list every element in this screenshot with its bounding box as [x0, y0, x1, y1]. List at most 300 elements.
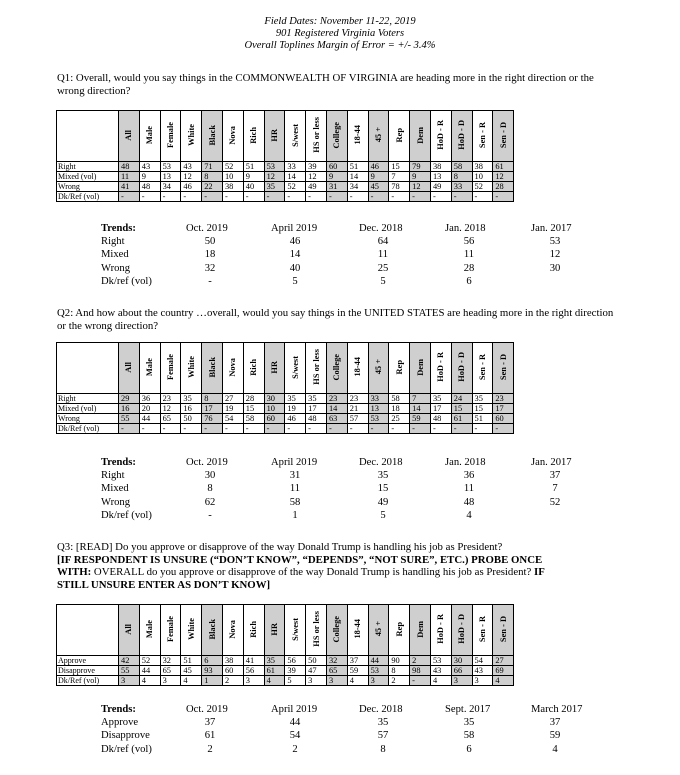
table-cell: 48	[306, 414, 327, 424]
table-cell: -	[451, 192, 472, 202]
table-cell: 10	[222, 172, 243, 182]
column-header-label: Rep	[394, 127, 404, 143]
column-header-label: HR	[269, 128, 279, 142]
row-label: Dk/Ref (vol)	[57, 676, 119, 686]
table-cell: 8	[389, 666, 410, 676]
q3-unsure-instruction: STILL UNSURE ENTER AS DON’T KNOW]	[57, 578, 271, 591]
trend-value: 8	[380, 743, 386, 755]
table-cell: 42	[119, 656, 140, 666]
column-header-label: Dem	[415, 126, 425, 144]
table-cell: 8	[451, 172, 472, 182]
table-cell: 4	[430, 676, 451, 686]
table-cell: 3	[368, 676, 389, 686]
trend-column-date: Jan. 2017	[531, 457, 572, 468]
table-cell: 51	[243, 162, 264, 172]
trend-value: 49	[377, 496, 389, 508]
trend-value: 52	[549, 496, 561, 508]
table-cell: 61	[264, 666, 285, 676]
table-cell: 48	[119, 162, 140, 172]
table-cell: 45	[181, 666, 202, 676]
trend-label: Wrong	[101, 262, 130, 274]
table-cell: 9	[410, 172, 431, 182]
column-header	[264, 111, 285, 162]
table-cell: 35	[472, 394, 493, 404]
table-cell: -	[368, 424, 389, 434]
table-cell: 44	[139, 666, 160, 676]
trend-value: 1	[292, 509, 298, 521]
column-header	[472, 343, 493, 394]
table-cell: 9	[139, 172, 160, 182]
table-cell: 52	[139, 656, 160, 666]
trend-label: Disapprove	[101, 730, 150, 742]
column-header	[160, 605, 181, 656]
table-cell: 34	[160, 182, 181, 192]
table-cell: 51	[472, 414, 493, 424]
trend-value	[531, 275, 579, 288]
table-cell: 53	[430, 656, 451, 666]
column-header-label: Sen - R	[477, 121, 487, 149]
trend-column	[359, 456, 407, 522]
table-cell: 10	[264, 404, 285, 414]
trend-label: Dk/ref (vol)	[101, 509, 152, 521]
trend-value: 12	[549, 249, 561, 261]
column-header-label: 45 +	[373, 359, 383, 375]
column-header	[306, 343, 327, 394]
table-cell: 1	[202, 676, 223, 686]
trend-value: 2	[207, 743, 213, 755]
table-row	[57, 656, 514, 666]
row-label: Dk/Ref (vol)	[57, 424, 119, 434]
column-header-label: Sen - D	[498, 121, 508, 149]
trend-value: 4	[552, 743, 558, 755]
table-cell: 2	[222, 676, 243, 686]
table-cell: -	[202, 424, 223, 434]
table-cell: 12	[160, 404, 181, 414]
table-cell: 31	[326, 182, 347, 192]
table-cell: 58	[243, 414, 264, 424]
column-header-label: Nova	[228, 357, 238, 377]
trend-value: 64	[377, 236, 389, 248]
column-header	[430, 605, 451, 656]
trend-column-date: Jan. 2017	[531, 223, 572, 234]
row-label: Right	[57, 394, 119, 404]
column-header	[451, 343, 472, 394]
column-header-label: S/west	[290, 123, 300, 147]
trend-column	[186, 456, 234, 522]
column-header	[160, 111, 181, 162]
column-header-label: Sen - R	[477, 615, 487, 643]
column-header-label: Male	[145, 357, 155, 377]
column-header	[347, 111, 368, 162]
table-cell: 33	[368, 394, 389, 404]
column-header	[472, 605, 493, 656]
trend-column	[445, 703, 493, 756]
table-cell: 51	[347, 162, 368, 172]
table-cell: -	[493, 192, 514, 202]
table-cell: 3	[119, 676, 140, 686]
trend-label: Right	[101, 470, 125, 482]
table-cell: 66	[451, 666, 472, 676]
row-label: Disapprove	[57, 666, 119, 676]
column-header	[181, 111, 202, 162]
table-cell: 11	[119, 172, 140, 182]
column-header-label: White	[186, 618, 196, 640]
row-label: Right	[57, 162, 119, 172]
table-cell: 3	[306, 676, 327, 686]
column-header	[306, 111, 327, 162]
table-cell: 17	[306, 404, 327, 414]
column-header-label: Sen - D	[498, 615, 508, 643]
table-cell: 78	[389, 182, 410, 192]
column-header	[222, 605, 243, 656]
column-header-label: Female	[165, 121, 175, 149]
table-cell: 35	[264, 182, 285, 192]
table-cell: -	[119, 424, 140, 434]
column-header-label: Black	[207, 356, 217, 378]
trend-label: Wrong	[101, 496, 130, 508]
table-cell: 37	[347, 656, 368, 666]
trend-column-date: Dec. 2018	[359, 223, 403, 234]
column-header	[326, 343, 347, 394]
table-cell: -	[389, 424, 410, 434]
table-cell: 46	[368, 162, 389, 172]
table-cell: 79	[410, 162, 431, 172]
field-dates: Field Dates: November 11-22, 2019	[264, 16, 416, 27]
trend-value: 61	[204, 730, 216, 742]
trend-value: 48	[463, 496, 475, 508]
table-cell: 41	[119, 182, 140, 192]
trend-value: 15	[377, 483, 389, 495]
trend-value: 57	[377, 730, 389, 742]
table-cell: 41	[243, 656, 264, 666]
trends-title: Trends:	[101, 223, 136, 234]
table-cell: 15	[389, 162, 410, 172]
q3-if-label: IF	[534, 566, 545, 578]
trend-column-date: March 2017	[531, 704, 583, 715]
table-cell: 14	[347, 172, 368, 182]
column-header-label: Dem	[415, 358, 425, 376]
trend-value: 18	[204, 249, 216, 261]
table-cell: 44	[368, 656, 389, 666]
table-row	[57, 666, 514, 676]
table-cell: 60	[493, 414, 514, 424]
corner-cell	[57, 111, 119, 162]
column-header-label: White	[186, 124, 196, 146]
trend-value: 8	[207, 483, 213, 495]
trend-value: 30	[549, 262, 561, 274]
column-header	[139, 343, 160, 394]
table-cell: 17	[493, 404, 514, 414]
trend-value: 37	[204, 717, 216, 729]
column-header-label: 45 +	[373, 127, 383, 143]
column-header	[430, 343, 451, 394]
column-header	[285, 111, 306, 162]
column-header	[285, 605, 306, 656]
table-cell: -	[264, 192, 285, 202]
table-cell: 23	[326, 394, 347, 404]
trend-value: 62	[204, 496, 216, 508]
trend-value: 56	[463, 236, 475, 248]
trend-value: 6	[466, 743, 472, 755]
column-header-label: Female	[165, 615, 175, 643]
table-cell: 16	[181, 404, 202, 414]
q3-crosstab	[56, 604, 514, 686]
q3-text	[57, 541, 617, 591]
column-header	[493, 343, 514, 394]
trend-value: 35	[463, 717, 475, 729]
trend-value: 11	[377, 249, 389, 261]
column-header-label: Male	[145, 619, 155, 639]
table-cell: 36	[139, 394, 160, 404]
trend-column-date: April 2019	[271, 223, 318, 234]
table-cell: -	[285, 192, 306, 202]
table-cell: 65	[160, 666, 181, 676]
table-cell: -	[347, 192, 368, 202]
column-header-label: 18-44	[353, 125, 363, 145]
table-cell: 5	[285, 676, 306, 686]
column-header-label: Sen - D	[498, 353, 508, 381]
table-cell: 71	[202, 162, 223, 172]
trend-value: 53	[549, 236, 561, 248]
table-cell: 58	[389, 394, 410, 404]
trend-value: 31	[289, 470, 301, 482]
table-cell: 4	[139, 676, 160, 686]
trend-value: 36	[463, 470, 475, 482]
table-cell: 14	[326, 404, 347, 414]
table-cell: 25	[389, 414, 410, 424]
report-header	[0, 16, 680, 52]
trend-value: 30	[204, 470, 216, 482]
table-cell: -	[368, 192, 389, 202]
table-cell: 55	[119, 414, 140, 424]
table-cell: 60	[222, 666, 243, 676]
table-cell: -	[326, 424, 347, 434]
table-cell: 44	[139, 414, 160, 424]
trend-column	[445, 456, 493, 522]
table-row	[57, 182, 514, 192]
trend-column-date: Dec. 2018	[359, 457, 403, 468]
column-header	[119, 111, 140, 162]
column-header-label: HoD - R	[436, 352, 446, 382]
column-header-label: White	[186, 356, 196, 378]
column-header	[139, 111, 160, 162]
column-header	[181, 605, 202, 656]
column-header	[243, 111, 264, 162]
column-header	[410, 111, 431, 162]
table-cell: -	[472, 424, 493, 434]
trend-column-date: Sept. 2017	[445, 704, 491, 715]
table-cell: -	[139, 192, 160, 202]
trend-column-date: April 2019	[271, 457, 318, 468]
trend-value: 5	[380, 275, 386, 287]
trend-value: 14	[289, 249, 301, 261]
trend-column	[359, 222, 407, 288]
table-cell: 13	[160, 172, 181, 182]
column-header-label: HoD - R	[436, 614, 446, 644]
column-header	[410, 605, 431, 656]
table-cell: 9	[326, 172, 347, 182]
column-header-label: Sen - R	[477, 353, 487, 381]
trend-value: 37	[549, 470, 561, 482]
trend-value: -	[208, 275, 212, 287]
table-cell: 59	[347, 666, 368, 676]
table-cell: 53	[160, 162, 181, 172]
column-header	[243, 343, 264, 394]
table-row	[57, 676, 514, 686]
table-cell: 9	[243, 172, 264, 182]
table-cell: -	[451, 424, 472, 434]
trend-column	[531, 456, 579, 522]
trend-value: 46	[289, 236, 301, 248]
table-row	[57, 394, 514, 404]
trend-value: 40	[289, 262, 301, 274]
table-cell: 65	[160, 414, 181, 424]
table-cell: 32	[160, 656, 181, 666]
column-header-label: College	[332, 121, 342, 149]
column-header	[119, 343, 140, 394]
column-header-label: HR	[269, 622, 279, 636]
table-cell: 15	[472, 404, 493, 414]
table-cell: 18	[389, 404, 410, 414]
trend-value: 25	[377, 262, 389, 274]
table-cell: 9	[368, 172, 389, 182]
table-cell: -	[410, 192, 431, 202]
column-header	[119, 605, 140, 656]
column-header	[430, 111, 451, 162]
table-cell: 58	[451, 162, 472, 172]
trend-label: Approve	[101, 717, 139, 729]
column-header	[368, 605, 389, 656]
table-cell: 40	[243, 182, 264, 192]
table-cell: 63	[326, 414, 347, 424]
column-header-label: HS or less	[311, 349, 321, 385]
table-cell: 15	[243, 404, 264, 414]
table-cell: 35	[181, 394, 202, 404]
table-cell: 23	[493, 394, 514, 404]
table-cell: -	[202, 192, 223, 202]
column-header-label: Dem	[415, 620, 425, 638]
trend-value: 6	[466, 275, 472, 287]
table-cell: 90	[389, 656, 410, 666]
column-header	[389, 343, 410, 394]
table-cell: -	[222, 424, 243, 434]
q3-probe-question: OVERALL do you approve or disapprove of the way Donald Trump is handling his job as President?	[91, 566, 535, 578]
column-header-label: HS or less	[311, 611, 321, 647]
table-cell: 4	[347, 676, 368, 686]
table-cell: 30	[451, 656, 472, 666]
table-cell: 17	[202, 404, 223, 414]
table-cell: -	[306, 192, 327, 202]
trend-column-date: April 2019	[271, 704, 318, 715]
column-header-label: All	[124, 129, 134, 141]
table-cell: -	[306, 424, 327, 434]
table-cell: 28	[243, 394, 264, 404]
column-header-label: HoD - D	[457, 352, 467, 382]
table-cell: 19	[285, 404, 306, 414]
column-header-label: Male	[145, 125, 155, 145]
trend-label: Right	[101, 236, 125, 248]
table-cell: -	[243, 192, 264, 202]
table-cell: 61	[451, 414, 472, 424]
table-cell: -	[181, 424, 202, 434]
trend-column	[271, 222, 319, 288]
table-row	[57, 192, 514, 202]
table-cell: 12	[181, 172, 202, 182]
table-cell: 59	[410, 414, 431, 424]
table-cell: -	[160, 424, 181, 434]
table-cell: 53	[368, 414, 389, 424]
table-cell: -	[410, 424, 431, 434]
column-header	[326, 111, 347, 162]
column-header	[222, 343, 243, 394]
trend-value: -	[208, 509, 212, 521]
trend-value: 50	[204, 236, 216, 248]
table-cell: -	[285, 424, 306, 434]
column-header	[264, 343, 285, 394]
q3-with-label: WITH:	[57, 566, 92, 578]
column-header-label: All	[124, 361, 134, 373]
table-cell: 12	[264, 172, 285, 182]
column-header	[410, 343, 431, 394]
table-cell: 39	[306, 162, 327, 172]
table-cell: -	[326, 192, 347, 202]
table-cell: 60	[326, 162, 347, 172]
table-cell: -	[119, 192, 140, 202]
table-cell: 14	[410, 404, 431, 414]
q3-line1: Q3: [READ] Do you approve or disapprove of the way Donald Trump is handling his job as President?	[57, 541, 503, 553]
table-cell: -	[160, 192, 181, 202]
table-cell: 43	[181, 162, 202, 172]
column-header-label: 18-44	[353, 619, 363, 639]
column-header-label: Female	[165, 353, 175, 381]
table-cell: 35	[430, 394, 451, 404]
column-header-label: Rep	[394, 359, 404, 375]
table-cell: 4	[181, 676, 202, 686]
trend-label: Mixed	[101, 483, 129, 495]
row-label: Wrong	[57, 182, 119, 192]
table-cell: 2	[389, 676, 410, 686]
table-row	[57, 172, 514, 182]
table-cell: -	[430, 192, 451, 202]
table-cell: 56	[285, 656, 306, 666]
column-header	[285, 343, 306, 394]
column-header-label: Nova	[228, 125, 238, 145]
table-cell: 56	[243, 666, 264, 676]
column-header-label: College	[332, 615, 342, 643]
column-header	[264, 605, 285, 656]
table-cell: 8	[202, 172, 223, 182]
table-cell: 46	[181, 182, 202, 192]
row-label: Wrong	[57, 414, 119, 424]
table-cell: 19	[222, 404, 243, 414]
table-cell: 35	[306, 394, 327, 404]
table-cell: 76	[202, 414, 223, 424]
table-cell: -	[222, 192, 243, 202]
table-cell: 12	[410, 182, 431, 192]
table-cell: 4	[493, 676, 514, 686]
sample-size: 901 Registered Virginia Voters	[275, 28, 405, 39]
table-cell: -	[139, 424, 160, 434]
trend-column	[531, 222, 579, 288]
table-cell: 14	[285, 172, 306, 182]
table-cell: 60	[264, 414, 285, 424]
column-header-label: College	[332, 353, 342, 381]
column-header	[202, 343, 223, 394]
table-cell: 33	[451, 182, 472, 192]
table-row	[57, 404, 514, 414]
column-header-label: S/west	[290, 617, 300, 641]
column-header-label: All	[124, 623, 134, 635]
